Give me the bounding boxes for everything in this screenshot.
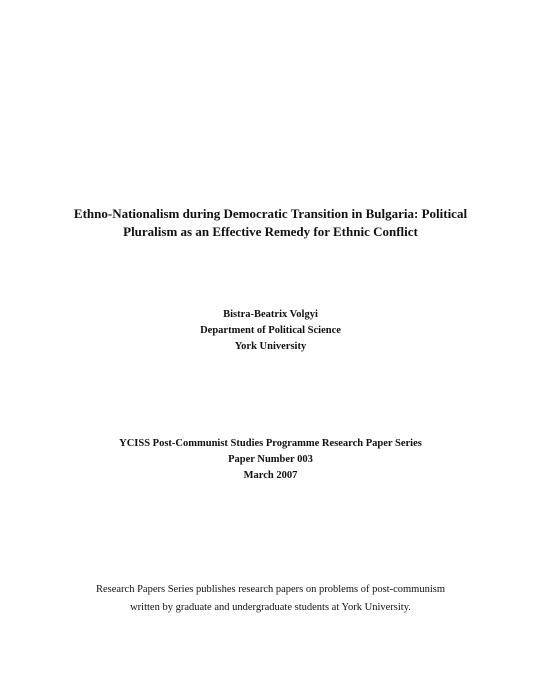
series-description-line-2: written by graduate and undergraduate students at York University. [130,602,411,613]
author-block [0,307,541,355]
author-name: Bistra-Beatrix Volgyi [223,309,318,320]
author-department: Department of Political Science [200,325,341,336]
paper-title-line-1: Ethno-Nationalism during Democratic Transition in Bulgaria: Political [73,206,468,221]
series-description-line-1: Research Papers Series publishes research papers on problems of post-communism [95,584,446,595]
series-description [0,581,541,617]
paper-title-line-2: Pluralism as an Effective Remedy for Ethnic Conflict [123,224,418,239]
series-block [0,436,541,484]
paper-title [0,205,541,241]
series-name: YCISS Post-Communist Studies Programme Research Paper Series [119,438,422,449]
publication-date: March 2007 [243,470,298,481]
author-university: York University [234,341,307,352]
paper-number: Paper Number 003 [228,454,313,465]
